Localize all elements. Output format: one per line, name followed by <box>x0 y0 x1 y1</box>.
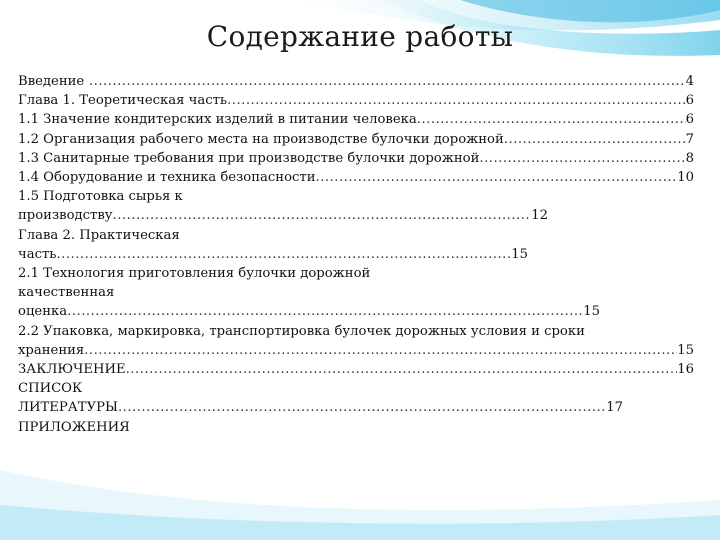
toc-page-number: 17 <box>606 400 623 416</box>
toc-entry-title: 1.4 Оборудование и техника безопасности <box>18 170 316 186</box>
toc-entry-chapter-2 <box>18 245 528 264</box>
toc-entry-1-1 <box>18 110 694 129</box>
toc-entry-2-1-line2: качественная <box>18 285 115 301</box>
toc-entry-title: 1.1 Значение кондитерских изделий в питании человека <box>18 112 417 128</box>
toc-page-number: 10 <box>677 170 694 186</box>
toc-entry-chapter-2-line1: Глава 2. Практическая <box>18 227 180 243</box>
toc-entry-references-line1: СПИСОК <box>18 381 83 397</box>
toc-entry-intro <box>18 72 694 91</box>
toc-entry-title: хранения <box>18 342 85 358</box>
toc-entry-2-2 <box>18 341 694 360</box>
page-title: Содержание работы <box>206 20 514 53</box>
toc-entry-1-5-line1: 1.5 Подготовка сырья к <box>18 189 183 205</box>
toc-entry-title: оценка <box>18 304 68 320</box>
toc-entry-title: часть <box>18 246 57 262</box>
toc-entry-1-4 <box>18 168 694 187</box>
toc-entry-title: производству <box>18 208 113 224</box>
toc-page-number: 15 <box>677 342 694 358</box>
toc-page-number: 8 <box>685 150 694 166</box>
toc-entry-title: Введение <box>18 74 85 89</box>
toc-entry-title: ЗАКЛЮЧЕНИЕ <box>18 362 126 378</box>
toc-entry-1-5 <box>18 206 548 225</box>
toc-entry-conclusion <box>18 360 694 379</box>
toc-page-number: 15 <box>511 246 528 262</box>
toc-entry-1-2 <box>18 130 694 149</box>
toc-entry-references <box>18 398 623 417</box>
toc-page-number: 6 <box>685 112 694 128</box>
toc-page-number: 15 <box>583 304 600 320</box>
toc-page-number: 16 <box>677 362 694 378</box>
toc-entry-chapter-1 <box>18 91 694 110</box>
table-of-contents <box>18 72 694 437</box>
toc-entry-2-1 <box>18 302 600 321</box>
toc-entry-2-1-line1: 2.1 Технология приготовления булочки дорожной <box>18 266 371 282</box>
toc-entry-appendix: ПРИЛОЖЕНИЯ <box>18 419 130 435</box>
toc-entry-1-3 <box>18 149 694 168</box>
toc-entry-title: ЛИТЕРАТУРЫ <box>18 400 118 416</box>
toc-page-number: 7 <box>685 131 694 147</box>
toc-entry-title: Глава 1. Теоретическая часть <box>18 93 228 109</box>
toc-page-number: 6 <box>685 93 694 109</box>
toc-page-number: 4 <box>685 74 694 89</box>
toc-entry-title: 1.3 Санитарные требования при производстве булочки дорожной <box>18 150 480 166</box>
toc-page-number: 12 <box>531 208 548 224</box>
toc-entry-title: 1.2 Организация рабочего места на производстве булочки дорожной <box>18 131 504 147</box>
toc-entry-2-2-line1: 2.2 Упаковка, маркировка, транспортировка булочек дорожных условия и сроки <box>18 323 585 339</box>
